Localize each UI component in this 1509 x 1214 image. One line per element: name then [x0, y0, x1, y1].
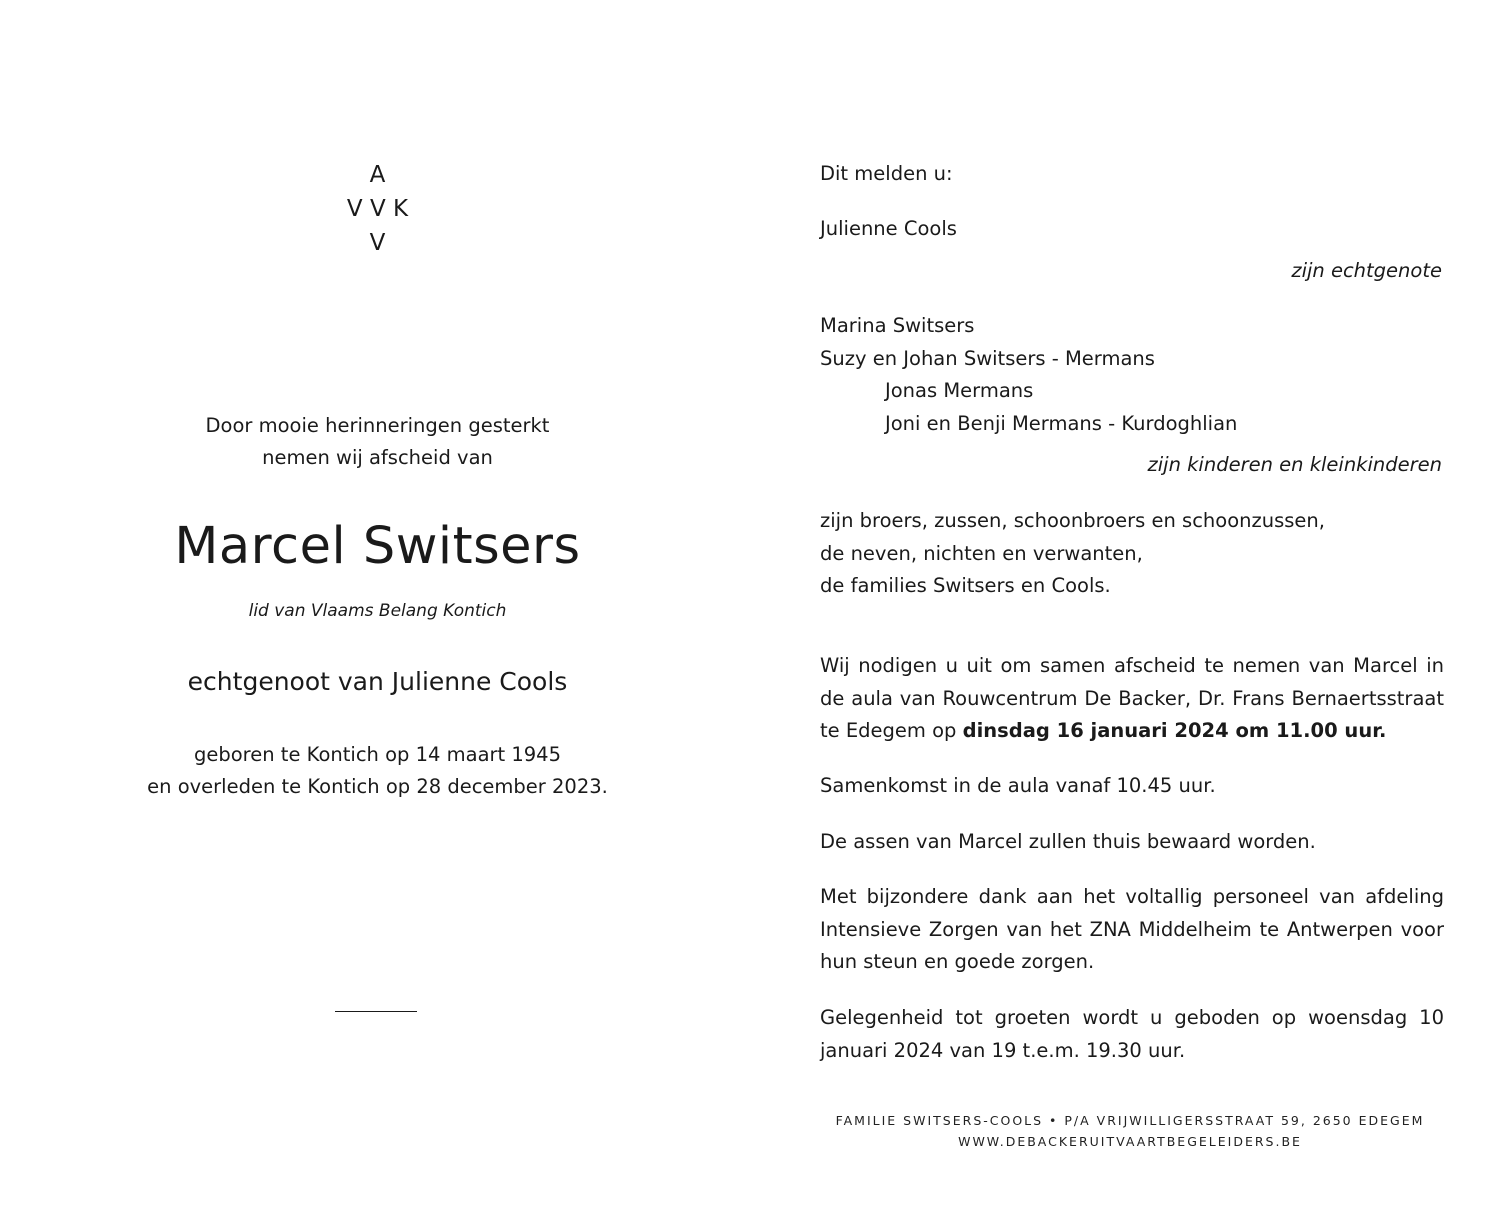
- grandchild-entry: Joni en Benji Mermans - Kurdoghlian: [885, 411, 1238, 435]
- children-list: [820, 310, 1444, 440]
- footer-website: WWW.DEBACKERUITVAARTBEGELEIDERS.BE: [958, 1134, 1302, 1149]
- relatives-line: de neven, nichten en verwanten,: [820, 541, 1143, 565]
- wife-role: zijn echtgenote: [1291, 259, 1442, 282]
- spouse-line: echtgenoot van Julienne Cools: [187, 667, 568, 696]
- children-role: zijn kinderen en kleinkinderen: [1147, 453, 1442, 476]
- initials-row: A: [369, 162, 386, 188]
- relatives-line: zijn broers, zussen, schoonbroers en schoonzussen,: [820, 509, 1325, 532]
- death-line: en overleden te Kontich op 28 december 2023.: [147, 775, 608, 798]
- thanks-paragraph: Met bijzondere dank aan het voltallig personeel van afdeling Intensieve Zorgen van het ZNA Middelheim te Antwerpen voor hun steun en goede zorgen.: [820, 885, 1444, 973]
- wife-name: Julienne Cools: [820, 217, 957, 240]
- gathering-paragraph: Samenkomst in de aula vanaf 10.45 uur.: [820, 774, 1216, 797]
- right-panel: [820, 0, 1444, 1214]
- child-entry: Suzy en Johan Switsers - Mermans: [820, 346, 1155, 370]
- life-dates: [0, 739, 755, 803]
- announce-line: Dit melden u:: [820, 162, 953, 185]
- deceased-name: Marcel Switsers: [174, 517, 581, 576]
- intro-text: [0, 410, 755, 474]
- relatives-list: [820, 505, 1444, 603]
- footer-address: FAMILIE SWITSERS-COOLS • P/A VRIJWILLIGERSSTRAAT 59, 2650 EDEGEM: [835, 1113, 1425, 1128]
- child-entry: Marina Switsers: [820, 314, 975, 337]
- visitation-paragraph: Gelegenheid tot groeten wordt u geboden op woensdag 10 januari 2024 van 19 t.e.m. 19.30 uur.: [820, 1006, 1444, 1062]
- ashes-paragraph: De assen van Marcel zullen thuis bewaard worden.: [820, 830, 1316, 853]
- membership-note: lid van Vlaams Belang Kontich: [248, 601, 507, 621]
- divider-rule: [335, 1011, 417, 1012]
- relatives-line: de families Switsers en Cools.: [820, 574, 1111, 597]
- intro-line: nemen wij afscheid van: [262, 446, 493, 469]
- ceremony-datetime: dinsdag 16 januari 2024 om 11.00 uur.: [962, 719, 1387, 742]
- footer: [790, 1110, 1470, 1152]
- invitation-text: Wij nodigen u uit om samen afscheid te nemen van Marcel in de aula van Rouwcentrum De Backer, Dr. Frans Bernaertsstraat te Edegem op: [820, 654, 1444, 742]
- initials-row: V: [369, 230, 386, 256]
- invitation-paragraph: [820, 650, 1444, 748]
- birth-line: geboren te Kontich op 14 maart 1945: [193, 743, 561, 766]
- initials-cross: [0, 158, 755, 260]
- initials-row: V V K: [346, 196, 409, 222]
- intro-line: Door mooie herinneringen gesterkt: [205, 414, 550, 437]
- grandchild-entry: Jonas Mermans: [885, 379, 1034, 402]
